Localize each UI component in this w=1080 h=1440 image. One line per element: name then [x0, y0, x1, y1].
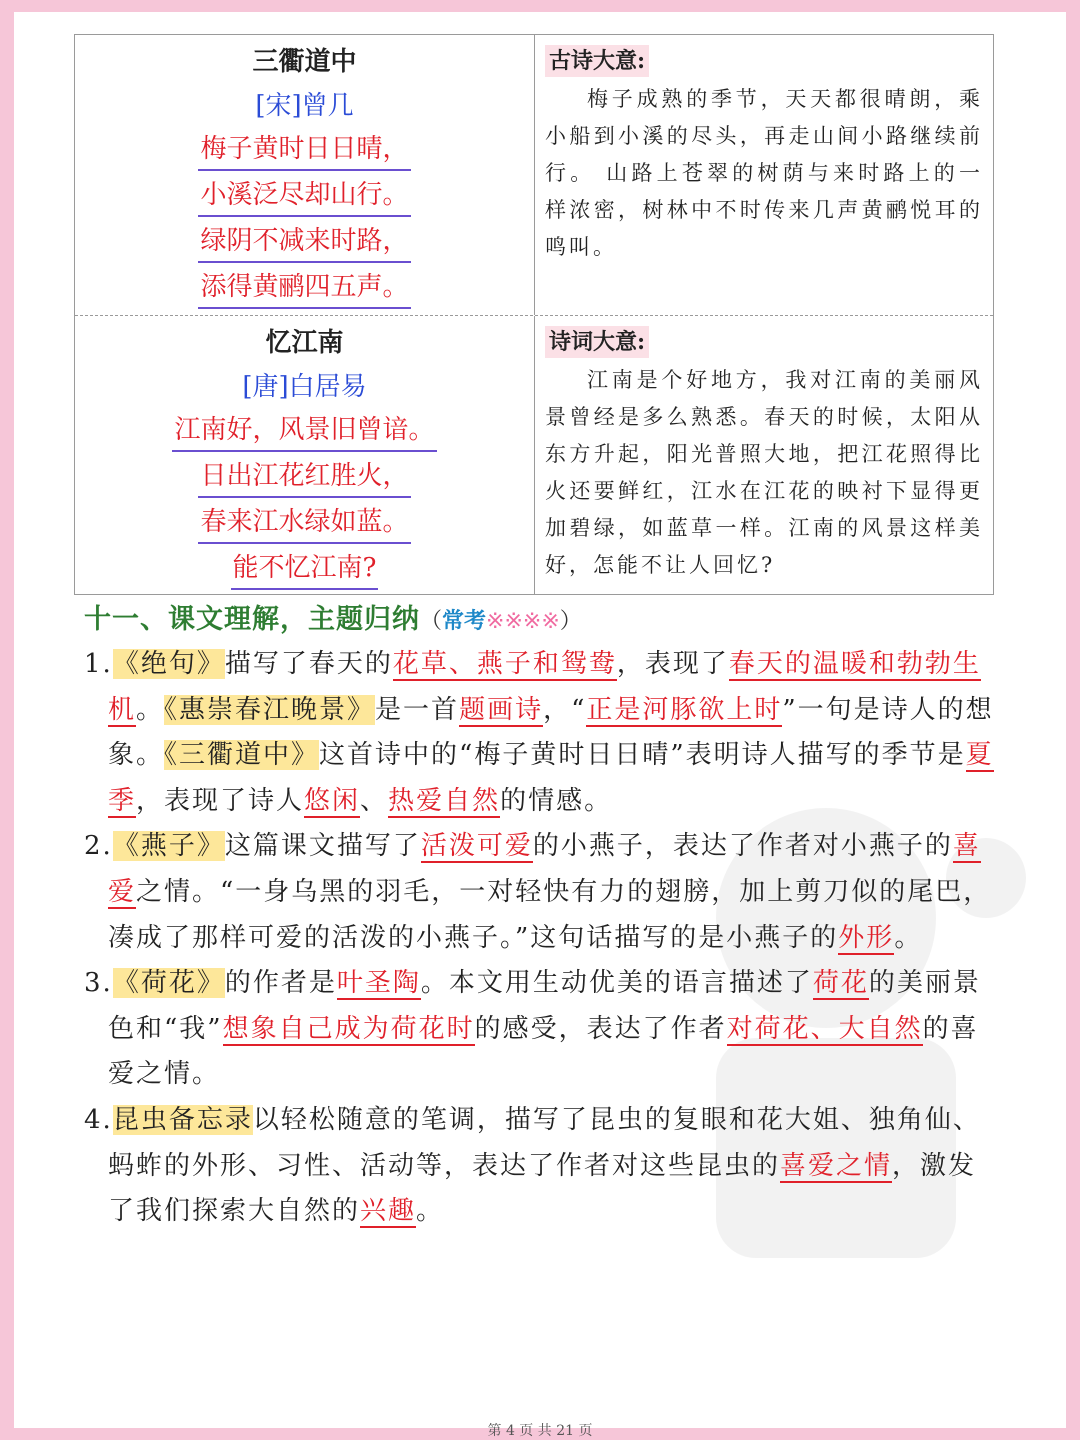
item-number: 4. [84, 1104, 113, 1135]
frequency-label: 常考 [442, 608, 487, 634]
text: ，表现了诗人 [136, 785, 305, 816]
text: ，表现了 [616, 649, 729, 679]
page-number: 第 4 页 共 21 页 [487, 1423, 593, 1439]
book-title: 《惠崇春江晚景》 [164, 694, 376, 725]
key-answer: 外形 [838, 922, 895, 953]
poem-line: 江南好，风景旧曾谙。 [172, 410, 436, 452]
text: 。本文用生动优美的语言描述了 [420, 968, 813, 999]
paren-open: （ [420, 609, 443, 634]
poem-line: 绿阴不减来时路， [198, 221, 410, 263]
text: ，“ [543, 694, 587, 725]
poem-line: 小溪泛尽却山行。 [198, 175, 410, 217]
summary-item [84, 961, 1002, 1098]
key-answer: 正是河豚欲上时 [586, 694, 783, 725]
meaning-label: 诗词大意: [545, 326, 649, 358]
text: 、 [360, 785, 389, 816]
meaning-text: 江南是个好地方，我对江南的美丽风景曾经是多么熟悉。春天的时候，太阳从东方升起，阳光普照大地，把江花照得比火还要鲜红，江水在江花的映衬下显得更加碧绿，如蓝草一样。江南的风景这样美好，怎能不让人回忆? [545, 368, 983, 577]
poem-line: 梅子黄时日日晴， [198, 129, 410, 171]
item-number: 3. [84, 968, 113, 999]
poem-title: 三衢道中 [252, 47, 357, 77]
key-answer: 春天的温暖和勃勃生机 [108, 649, 981, 725]
key-answer: 花草、燕子和鸳鸯 [392, 649, 617, 679]
summary-item [84, 1098, 1002, 1235]
poem-row [75, 35, 993, 316]
poem-title: 忆江南 [265, 328, 344, 358]
text: 描写了春天的 [224, 649, 393, 679]
poem-cell [75, 316, 535, 594]
text: 的感受，表达了作者 [474, 1013, 727, 1044]
meaning-cell [535, 316, 993, 594]
summary-list [84, 642, 1002, 1235]
key-answer: 想象自己成为荷花时 [222, 1013, 475, 1044]
key-answer: 荷花 [812, 968, 869, 999]
key-answer: 题画诗 [459, 694, 544, 725]
key-answer: 叶圣陶 [336, 968, 421, 999]
text: 之情。“一身乌黑的羽毛，一对轻快有力的翅膀，加上剪刀似的尾巴，凑成了那样可爱的活泼的小燕子。”这句话描写的是小燕子的 [108, 876, 992, 953]
book-title: 《三衢道中》 [164, 740, 320, 771]
poem-cell [75, 35, 535, 315]
meaning-cell [535, 35, 993, 315]
key-answer: 喜爱之情 [780, 1150, 893, 1181]
book-title: 《燕子》 [112, 831, 225, 862]
text: 的美丽景色和“我” [108, 968, 981, 1044]
poem-row [75, 316, 993, 594]
poem-table [74, 34, 994, 595]
paren-close: ） [559, 609, 582, 634]
summary-item [84, 824, 1002, 961]
key-answer: 热爱自然 [388, 785, 501, 816]
poem-author: [宋]曾几 [255, 91, 354, 121]
text: ，激发了我们探索大自然的 [108, 1150, 977, 1227]
text: 的情感。 [500, 785, 613, 816]
key-answer: 喜爱 [108, 831, 981, 907]
key-answer: 夏季 [108, 740, 994, 816]
meaning-label: 古诗大意: [545, 45, 649, 77]
text: 的作者是 [224, 968, 337, 999]
item-number: 1. [84, 649, 113, 679]
text: 。 [416, 1196, 445, 1227]
section-heading [84, 600, 1024, 642]
book-title: 昆虫备忘录 [112, 1104, 253, 1135]
poem-line: 日出江花红胜火， [198, 456, 410, 498]
key-answer: 兴趣 [360, 1196, 417, 1227]
text: 是一首 [375, 694, 460, 725]
text: 的小燕子，表达了作者对小燕子的 [532, 831, 953, 862]
key-answer: 活泼可爱 [420, 831, 533, 862]
text: 这篇课文描写了 [224, 831, 421, 862]
summary-item [84, 642, 1002, 824]
text: 。 [894, 922, 923, 953]
text: 的喜爱之情。 [108, 1013, 979, 1090]
meaning-text: 梅子成熟的季节，天天都很晴朗，乘小船到小溪的尽头，再走山间小路继续前行。 山路上苍翠的树荫与来时路上的一样浓密，树林中不时传来几声黄鹂悦耳的鸣叫。 [545, 87, 983, 259]
poem-line: 春来江水绿如蓝。 [198, 502, 410, 544]
section-title: 十一、课文理解，主题归纳 [84, 604, 420, 635]
key-answer: 对荷花、大自然 [726, 1013, 923, 1044]
key-answer: 悠闲 [304, 785, 361, 816]
poem-line: 能不忆江南? [231, 548, 379, 590]
item-number: 2. [84, 831, 113, 862]
poem-line: 添得黄鹂四五声。 [198, 267, 410, 309]
text: 以轻松随意的笔调，描写了昆虫的复眼和花大姐、独角仙、蚂蚱的外形、习性、活动等，表达了作者对这些昆虫的 [108, 1104, 981, 1181]
importance-stars: ※※※※ [486, 609, 560, 634]
book-title: 《绝句》 [112, 649, 225, 679]
text: 。 [136, 694, 165, 725]
book-title: 《荷花》 [112, 968, 225, 999]
poem-author: [唐]白居易 [242, 372, 367, 402]
text: 这首诗中的“梅子黄时日日晴”表明诗人描写的季节是 [319, 740, 966, 771]
text: ”一句是诗人的想象。 [108, 694, 994, 771]
page [14, 12, 1066, 1428]
